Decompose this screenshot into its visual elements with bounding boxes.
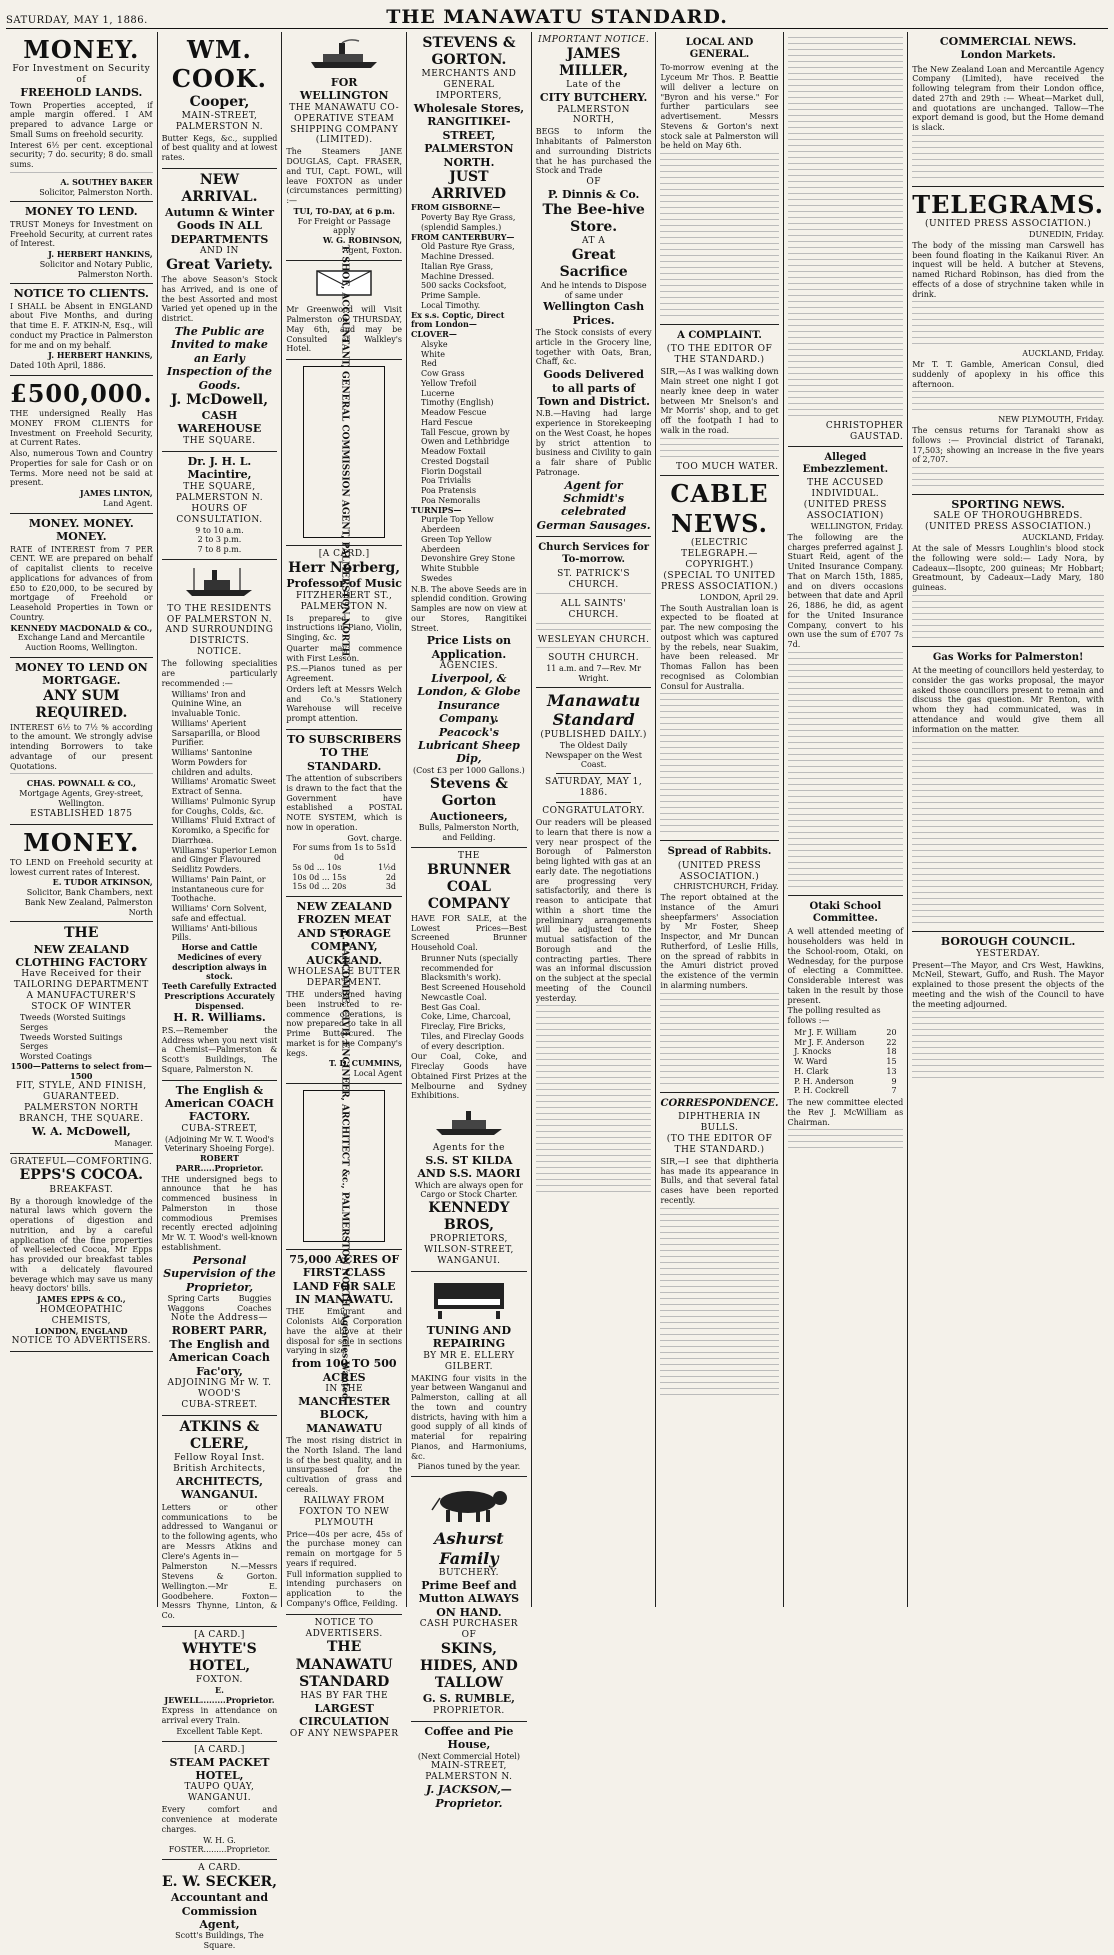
- a-complaint: A COMPLAINT. (TO THE EDITOR OF THE STANDARD.) SIR,—As I was walking down Main street one night I got nearly knee deep in water between Mr Snelson's and Mr Morris' shop, and to get off the footpath I had to walk in the road. TOO MUCH WATER.: [660, 325, 778, 476]
- ad-cook-cooper: WM. COOK. Cooper, MAIN-STREET, PALMERSTON N. Butter Kegs, &c., supplied of best quality and at lowest rates.: [162, 32, 278, 169]
- ad-coach-factory: The English & American COACH FACTORY. CUBA-STREET, (Adjoining Mr W. T. Wood's Veterinary Shoeing Forge). ROBERT PARR.....Proprietor. THE undersigned begs to announce that he has commenced business in Palmerston in those commodious Premises recently erected adjoining Mr W. T. Wood's well-known establishment. Personal Supervision of the Proprietor, Spring Carts Buggies Waggons Coaches Note the Address— ROBERT PARR, The English and American Coach Fac'ory, ADJOINING Mr W. T. WOOD'S CUBA-STREET.: [162, 1081, 278, 1416]
- masthead-title: THE MANAWATU STANDARD.: [386, 6, 728, 28]
- ad-subscribers: TO SUBSCRIBERS TO THE STANDARD. The attention of subscribers is drawn to the fact that the Government have established a POSTAL NOTE SYSTEM, which is now in operation. Govt. charge. For sums from 1s to 5s 0d 1d 5s 0d ... 10s 1½d 10s 0d ... 15s 2d 15s 0d ... 20s 3d: [286, 730, 402, 897]
- ship-icon: [184, 566, 254, 598]
- column-4: [407, 32, 532, 1810]
- editorial-masthead: Manawatu Standard: [547, 690, 641, 730]
- local-and-general: LOCAL AND GENERAL. To-morrow evening at the Lyceum Mr Thos. P. Beattie will deliver a lecture on "Byron and his verse." For further particulars see advertisement. Messrs Stevens & Gorton's next stock sale at Palmerston will be held on May 6th.: [660, 32, 778, 325]
- column-1: [6, 32, 158, 1607]
- ad-money-money: MONEY. MONEY. MONEY. RATE of INTEREST from 7 PER CENT. WE are prepared on behalf of capitalist clients to receive applications for advances of from £50 to £20,000, to be secured by mortgage of Freehold or Leasehold Properties in Town or Country. KENNEDY MACDONALD & CO., Exchange Land and Mercantile Auction Rooms, Wellington.: [10, 514, 153, 658]
- ad-for-wellington: FOR WELLINGTON THE MANAWATU CO-OPERATIVE STEAM SHIPPING COMPANY (LIMITED). The Steamers JANE DOUGLAS, Capt. FRASER, and TUI, Capt. FOWL, will leave FOXTON as under (circumstances permitting) :— TUI, TO-DAY, at 6 p.m. For Freight or Passage apply W. G. ROBINSON, Agent, Foxton.: [286, 32, 402, 261]
- ad-clothing-factory: THE NEW ZEALAND CLOTHING FACTORY Have Received for their TAILORING DEPARTMENT A MANUFACTURER'S STOCK OF WINTER Tweeds (Worsted Suitings Serges Tweeds Worsted Suitings Serges Worsted Coatings 1500—Patterns to select from—1500 FIT, STYLE, AND FINISH, GUARANTEED. PALMERSTON NORTH BRANCH, THE SQUARE. W. A. McDowell, Manager.: [10, 922, 153, 1153]
- ad-williams-chemist: TO THE RESIDENTS OF PALMERSTON N. AND SURROUNDING DISTRICTS. NOTICE. The following specialities are particularly recommended :— Williams' Iron and Quinine Wine, an invaluable Tonic. Williams' Aperient Sarsaparilla, or Blood Purifier. Williams' Santonine Worm Powders for children and adults. Williams' Aromatic Sweet Extract of Senna. Williams' Pulmonic Syrup for Coughs, Colds, &c. Williams' Fluid Extract of Koromiko, a Specific for Diarrhœa. Williams' Superior Lemon and Ginger Flavoured Seidlitz Powders. Williams' Pain Paint, or instantaneous cure for Toothache. Williams' Corn Solvent, safe and effectual. Williams' Anti-bilious Pills. Horse and Cattle Medicines of every description always in stock. Teeth Carefully Extracted Prescriptions Accurately Dispensed. H. R. Williams. P.S.—Remember the Address when you next visit a Chemist—Palmerston & Scott's Buildings, The Square, Palmerston N.: [162, 560, 278, 1081]
- ad-coffee-pie-house: Coffee and Pie House, (Next Commercial Hotel) MAIN-STREET, PALMERSTON N. J. JACKSON,— Proprietor.: [417, 1724, 520, 1810]
- table-row: W. Ward 15: [794, 1057, 897, 1067]
- columns: [6, 32, 1108, 1951]
- ad-whytes-hotel: [A CARD.] WHYTE'S HOTEL, FOXTON. E. JEWELL.........Proprietor. Express in attendance on arrival every Train. Excellent Table Kept.: [162, 1627, 278, 1742]
- cable-news: CABLE NEWS. (ELECTRIC TELEGRAPH.—COPYRIGHT.) (SPECIAL TO UNITED PRESS ASSOCIATION.) LONDON, April 29. The South Australian loan is expected to be floated at par. The new composing the outpost which was captured by the rebels, near Suakim, have been released. Mr Thomas Fallon has been recognised as Colombian Consul for Australia.: [660, 476, 778, 841]
- ad-herr-norberg: [A CARD.] Herr Norberg, Professor of Music FITZHERBERT ST., PALMERSTON N. Is prepared to give instructions in Piano, Violin, Singing, &c. Quarter may commence with First Lesson. P.S.—Pianos tuned as per Agreement. Orders left at Messrs Welch and Co.'s Stationery Warehouse will receive prompt attention.: [286, 546, 402, 730]
- ad-new-arrival: NEW ARRIVAL. Autumn & Winter Goods IN ALL DEPARTMENTS AND IN Great Variety. The above Season's Stock has Arrived, and is one of the best Assorted and most Varied yet opened up in the district. The Public are Invited to make an Early Inspection of the Goods. J. McDowell, CASH WAREHOUSE THE SQUARE.: [162, 169, 278, 452]
- column-2: [158, 32, 283, 1951]
- ad-steam-packet-hotel: [A CARD.] STEAM PACKET HOTEL, TAUPO QUAY, WANGANUI. Every comfort and convenience at moderate charges. W. H. G. FOSTER.........Proprietor.: [162, 1742, 278, 1860]
- church-services: Church Services for To-morrow. ST. PATRICK'S CHURCH. ALL SAINTS' CHURCH. WESLEYAN CHURCH. SOUTH CHURCH. 11 a.m. and 7—Rev. Mr Wright.: [536, 537, 652, 688]
- ad-notice-clients: NOTICE TO CLIENTS. I SHALL be Absent in ENGLAND about Five Months, and during that time E. F. ATKIN-N, Esq., will conduct my Practice in Palmerston for me and on my behalf. J. HERBERT HANKINS, Dated 10th April, 1886.: [10, 284, 153, 376]
- correspondence: CORRESPONDENCE. DIPHTHERIA IN BULLS. (TO THE EDITOR OF THE STANDARD.) SIR,—I see that diphtheria has made its appearance in Bulls, and that several fatal cases have been reported recently.: [660, 1093, 778, 1403]
- ad-tshoe-card: T. SHOE, ACCOUNTANT, GENERAL COMMISSION AGENT, PALMERSTON NORTH.: [286, 360, 402, 546]
- ad-stevens-gorton: STEVENS & GORTON. MERCHANTS AND GENERAL IMPORTERS, Wholesale Stores, RANGITIKEI-STREET, PALMERSTON NORTH. JUST ARRIVED FROM GISBORNE— Poverty Bay Rye Grass, (splendid Samples.) FROM CANTERBURY— Old Pasture Rye Grass, Machine Dressed. Italian Rye Grass, Machine Dressed. 500 sacks Cocksfoot, Prime Sample. Local Timothy. Ex s.s. Coptic, Direct from London— CLOVER— Alsyke White Red Cow Grass Yellow Trefoil Lucerne Timothy (English) Meadow Fescue Hard Fescue Tall Fescue, grown by Owen and Lethbridge Meadow Foxtail Crested Dogstail Fiorin Dogstail Poa Trivialis Poa Pratensis Poa Nemoralis TURNIPS— Purple Top Yellow Aberdeen Green Top Yellow Aberdeen Devonshire Grey Stone White Stubble Swedes N.B. The above Seeds are in splendid condition. Growing Samples are now on view at our Stores, Rangitikei Street. Price Lists on Application. AGENCIES. Liverpool, & London, & Globe Insurance Company. Peacock's Lubricant Sheep Dip, (Cost £3 per 1000 Gallons.) Stevens & Gorton Auctioneers, Bulls, Palmerston North, and Feilding.: [411, 32, 527, 848]
- spread-of-rabbits: Spread of Rabbits. (UNITED PRESS ASSOCIATION.) CHRISTCHURCH, Friday. The report obtained at the instance of the Amuri sheepfarmers' Association by Mr Foster, Sheep Inspector, and Mr Duncan Rutherford, of Leslie Hills, on the spread of rabbits in the Amuri district proved the existence of the vermin in alarming numbers.: [660, 841, 778, 1092]
- letter-continued: CHRISTOPHER GAUSTAD.: [788, 32, 904, 447]
- table-row: P. H. Anderson 9: [794, 1076, 897, 1086]
- ad-frozen-meat: NEW ZEALAND FROZEN MEAT AND STORAGE COMPANY, AUCKLAND. WHOLESALE BUTTER DEPARTMENT. THE undersigned having been instructed to re-commence operations, is now prepared to take in all Prime Buttercured. The market is for the Company's kegs. T. D. CUMMINS, Local Agent: [286, 897, 402, 1084]
- poll-results-table: [792, 1028, 898, 1096]
- ad-on-mortgage: MONEY TO LEND ON MORTGAGE. ANY SUM REQUIRED. INTEREST 6½ to 7½ % according to the amount. We strongly advise intending Borrowers to take advantage of our present Quotations. CHAS. POWNALL & CO., Mortgage Agents, Grey-street, Wellington. ESTABLISHED 1875: [10, 658, 153, 825]
- ad-doctor: Dr. J. H. L. Macintire, THE SQUARE, PALMERSTON N. HOURS OF CONSULTATION. 9 to 10 a.m. 2 to 3 p.m. 7 to 8 p.m.: [162, 452, 278, 560]
- column-6: [656, 32, 783, 1607]
- column-3: [282, 32, 407, 1739]
- masthead-date: SATURDAY, MAY 1, 1886.: [6, 15, 148, 26]
- ad-brunner-coal: THE BRUNNER COAL COMPANY HAVE FOR SALE, at the Lowest Prices—Best Screened Brunner Household Coal. Brunner Nuts (specially recommended for Blacksmith's work). Best Screened Household Newcastle Coal. Best Gas Coal. Coke, Lime, Charcoal, Fireclay, Fire Bricks, Tiles, and Fireclay Goods of every description. Our Coal, Coke, and Fireclay Goods have Obtained First Prizes at the Melbourne and Sydney Exhibitions. Agents for the S.S. ST KILDA AND S.S. MAORI Which are always open for Cargo or Stock Charter. KENNEDY BROS, PROPRIETORS, WILSON-STREET, WANGANUI.: [411, 848, 527, 1273]
- coal-steamer-icon: [434, 1105, 504, 1137]
- column-8: [908, 32, 1108, 1607]
- ad-money-to-lend: MONEY TO LEND. TRUST Moneys for Investment on Freehold Security, at current rates of Interest. J. HERBERT HANKINS, Solicitor and Notary Public, Palmerston North.: [10, 202, 153, 284]
- masthead: [6, 6, 1108, 29]
- table-row: H. Clark 13: [794, 1066, 897, 1076]
- bull-icon: [424, 1482, 514, 1524]
- table-row: J. Knocks 18: [794, 1047, 897, 1057]
- ad-land-for-sale: 75,000 ACRES OF FIRST CLASS LAND FOR SALE IN MANAWATU. THE Emigrant and Colonists Aid Corporation have the above at their disposal for sale in sections varying in size from 100 TO 500 ACRES IN THE MANCHESTER BLOCK, MANAWATU The most rising district in the North Island. The land is of the best quality, and in unsurpassed for the cultivation of grass and cereals. RAILWAY FROM FOXTON TO NEW PLYMOUTH Price—40s per acre, 45s of the purchase money can remain on mortgage for 5 years if required. Full information supplied to intending purchasers on application to the Company's Office, Feilding.: [286, 1250, 402, 1615]
- table-row: P. H. Cockrell 7: [794, 1086, 897, 1096]
- ad-atkins-clere: ATKINS & CLERE, Fellow Royal Inst. British Architects, ARCHITECTS, WANGANUI. Letters or other communications to be addressed to Wanganui or to the following agents, who are Messrs Atkins and Clere's Agents in— Palmerston N.—Messrs Stevens & Gorton. Wellington.—Mr E. Goodbehere. Foxton—Messrs Thynne, Linton, & Co.: [162, 1416, 278, 1627]
- steamship-icon: [309, 38, 379, 70]
- table-row: Mr J. F. Anderson 22: [794, 1037, 897, 1047]
- borough-council: BOROUGH COUNCIL. YESTERDAY. Present—The Mayor, and Crs West, Hawkins, McNeil, Stewart, Guffo, and Rush. The Mayor explained to those present the objects of the meeting and the wish of the Council to have the meeting adjourned.: [912, 932, 1104, 1086]
- column-7: [784, 32, 909, 1607]
- ad-money-freehold: MONEY. For Investment on Security of FREEHOLD LANDS. Town Properties accepted, if ample margin offered. I AM prepared to advance Large or Small Sums on freehold security. Interest 6½ per cent. exceptional security; 7 do. security; 8 do. small sums. A. SOUTHEY BAKER Solicitor, Palmerston North.: [10, 32, 153, 202]
- ad-greenwood: Mr Greenwood will Visit Palmerston on THURSDAY, May 6th, and may be Consulted at Walkley's Hotel.: [286, 261, 402, 361]
- telegrams: TELEGRAMS. (UNITED PRESS ASSOCIATION.) DUNEDIN, Friday. The body of the missing man Carswell has been found floating in the Kaikanui River. An inquest will be held. A butcher at Stevens, named Richard Robinson, has died from the effects of a dose of strychnine taken while in drink. AUCKLAND, Friday. Mr T. T. Gamble, American Consul, died suddenly of apoplexy in his office this afternoon. NEW PLYMOUTH, Friday. The census returns for Taranaki show as follows :— Provincial district of Taranaki, 17,503; showing an increase in the five years of 2,707.: [912, 187, 1104, 495]
- column-5: [532, 32, 657, 1607]
- ad-title: MONEY.: [23, 35, 140, 64]
- ad-notice-advertisers: NOTICE TO ADVERTISERS. THE MANAWATU STANDARD HAS BY FAR THE LARGEST CIRCULATION OF ANY NEWSPAPER: [289, 1617, 399, 1739]
- ad-money-2: MONEY. TO LEND on Freehold security at lowest current rates of Interest. E. TUDOR ATKINSON, Solicitor, Bank Chambers, next Bank New Zealand, Palmerston North: [10, 825, 153, 923]
- piano-icon: [424, 1277, 514, 1319]
- editorial: Manawatu Standard (PUBLISHED DAILY.) The Oldest Daily Newspaper on the West Coast. SATURDAY, MAY 1, 1886. CONGRATULATORY. Our readers will be pleased to learn that there is now a very near prospect of the Borough of Palmerston being lighted with gas at an early date. The negotiations are progressing very satisfactorily, and there is reason to anticipate that within a short time the preliminary arrangements will be adjusted to the mutual satisfaction of the Borough and the contracting parties. There was an informal discussion on the subject at the special meeting of the Council yesterday.: [536, 688, 652, 1200]
- ad-larcombe-card: E. LARCOMBE, CIVIL ENGINEER, ARCHITECT &c., PALMERSTON NORTH. Agencies Wanted.: [286, 1084, 402, 1250]
- gas-works: Gas Works for Palmerston! At the meeting of councillors held yesterday, to consider the gas works proposal, the mayor asked those councillors present to remain and discuss the gas question. Mr Renton, with whom they had communicated, was in attendance and would give them all information on the matter.: [912, 647, 1104, 932]
- table-row: Mr J. F. William 20: [794, 1027, 897, 1037]
- ad-ashurst-butchery: Ashurst Family BUTCHERY. Prime Beef and Mutton ALWAYS ON HAND. CASH PURCHASER OF SKINS, HIDES, AND TALLOW G. S. RUMBLE, PROPRIETOR.: [411, 1477, 527, 1722]
- ad-tuning: TUNING AND REPAIRING BY MR E. ELLERY GILBERT. MAKING four visits in the year between Wanganui and Palmerston, calling at all the town and country districts, having with him a good supply of all kinds of material for repairing Pianos, and Harmoniums, &c. Pianos tuned by the year.: [411, 1272, 527, 1477]
- commercial-news: COMMERCIAL NEWS. London Markets. The New Zealand Loan and Mercantile Agency Company (Limited), have received the following telegram from their London office, dated 27th and 29th :— Wheat—Market dull, and quotations are unchanged. Tallow—The export demand is good, but the Home demand is slack.: [912, 32, 1104, 187]
- otaki-school-committee: Otaki School Committee. A well attended meeting of householders was held in the School-room, Otaki, on Wednesday, for the purpose of electing a Committee. Considerable interest was taken in the result by those present. The polling resulted as follows :— Mr J. F. William 20 Mr J. F. Anderson 22 J. Knocks 18 W. Ward 15 H. Clark 13 P. H. Anderson 9 P. H. Cockrell 7 The new committee elected the Rev J. McWilliam as Chairman.: [788, 896, 904, 1156]
- alleged-embezzlement: Alleged Embezzlement. THE ACCUSED INDIVIDUAL. (UNITED PRESS ASSOCIATION) WELLINGTON, Friday. The following are the charges preferred against J. Stuart Reid, agent of the United Insurance Company. That on March 15th, 1885, and on divers occasions between that date and April 26, 1886, he did, as agent for the United Insurance Company, convert to his own use the sum of £707 7s 7d.: [788, 447, 904, 896]
- ad-epps-cocoa: GRATEFUL—COMFORTING. EPPS'S COCOA. BREAKFAST. By a thorough knowledge of the natural laws which govern the operations of digestion and nutrition, and by a careful application of the fine properties of well-selected Cocoa, Mr Epps has provided our breakfast tables with a delicately flavoured beverage which may save us many heavy doctors' bills. JAMES EPPS & CO., HOMŒOPATHIC CHEMISTS, LONDON, ENGLAND NOTICE TO ADVERTISERS.: [10, 1154, 153, 1353]
- ad-james-miller: IMPORTANT NOTICE. JAMES MILLER, Late of the CITY BUTCHERY. PALMERSTON NORTH, BEGS to inform the Inhabitants of Palmerston and surrounding Districts that he has purchased the Stock and Trade OF P. Dinnis & Co. The Bee-hive Store. AT A Great Sacrifice And he intends to Dispose of same under Wellington Cash Prices. The Stock consists of every article in the Grocery line, together with Oats, Bran, Chaff, &c. Goods Delivered to all parts of Town and District. N.B.—Having had large experience in Storekeeping on the West Coast, he hopes by strict attention to business and Civility to gain a fair share of Public Patronage. Agent for Schmidt's celebrated German Sausages.: [536, 32, 652, 537]
- ad-500000: £500,000. THE undersigned Really Has MONEY FROM CLIENTS for Investment on Freehold Security, at Current Rates. Also, numerous Town and Country Properties for sale for Cash or on Terms. More need not be said at present. JAMES LINTON, Land Agent.: [10, 376, 153, 514]
- ad-secker: A CARD. E. W. SECKER, Accountant and Commission Agent, Scott's Buildings, The Square.: [161, 1863, 277, 1951]
- sporting-news: SPORTING NEWS. SALE OF THOROUGHBREDS. (UNITED PRESS ASSOCIATION.) AUCKLAND, Friday. At the sale of Messrs Loughlin's blood stock the following were sold:— Lady Nora, by Cadeaux—Ilsoptc, 200 guineas; Mr Hobbart; Greatmount, by Cadeaux—Lady Mary, 180 guineas.: [912, 495, 1104, 647]
